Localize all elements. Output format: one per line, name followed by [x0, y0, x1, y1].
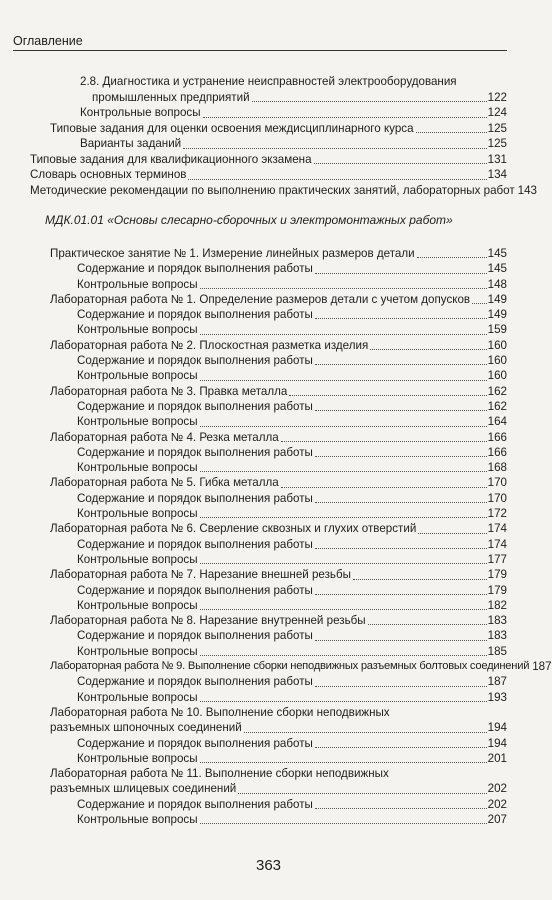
dot-leader [416, 121, 487, 133]
toc-entry-title: Контрольные вопросы [77, 461, 198, 475]
toc-entry [0, 136, 537, 152]
toc-entry-title: Содержание и порядок выполнения работы [77, 736, 313, 750]
toc-entry [0, 552, 537, 567]
toc-entry [0, 690, 537, 705]
dot-leader [370, 338, 486, 350]
toc-entry-title: Контрольные вопросы [77, 552, 198, 566]
toc-entry [0, 475, 537, 490]
dot-leader [200, 277, 487, 289]
toc-entry-title: Содержание и порядок выполнения работы [77, 797, 313, 811]
toc-entry-page: 179 [487, 583, 507, 597]
dot-leader [200, 644, 487, 656]
dot-leader [200, 460, 487, 472]
dot-leader [281, 430, 487, 442]
toc-entry-page: 166 [487, 445, 507, 459]
toc-entry-title: Содержание и порядок выполнения работы [77, 675, 313, 689]
toc-entry [0, 384, 537, 399]
toc-entry-title: Содержание и порядок выполнения работы [77, 537, 313, 551]
toc-entry-title: Методические рекомендации по выполнению практических занятий, лабораторных работ [30, 183, 515, 197]
toc-entry [0, 674, 537, 689]
toc-entry [0, 613, 537, 628]
toc-entry [0, 121, 537, 137]
toc-entry-page: 149 [487, 308, 507, 322]
toc-entry-title: Контрольные вопросы [77, 277, 198, 291]
toc-entry-title: Контрольные вопросы [77, 812, 198, 826]
toc-entry [0, 445, 537, 460]
toc-entry [0, 105, 537, 121]
toc-entry-page: 182 [487, 598, 507, 612]
toc-entry [0, 167, 537, 183]
toc-entry-title: Содержание и порядок выполнения работы [77, 399, 313, 413]
toc-entry [0, 644, 537, 659]
dot-leader [315, 736, 487, 748]
toc-entry-page: 202 [487, 782, 507, 796]
toc-entry-title: Контрольные вопросы [77, 369, 198, 383]
toc-entry [0, 781, 537, 796]
toc-entry [0, 583, 537, 598]
dot-leader [289, 384, 486, 396]
toc-entry-page: 145 [487, 247, 507, 260]
toc-entry-page: 201 [487, 751, 507, 765]
toc-entry-title: Контрольные вопросы [80, 106, 201, 119]
toc-entry [0, 74, 537, 90]
toc-entry [0, 261, 537, 276]
header-title: Оглавление [13, 34, 83, 48]
toc-entry-title: Лабораторная работа № 1. Определение размеров детали с учетом допусков [50, 292, 471, 306]
dot-leader [200, 812, 487, 824]
dot-leader [315, 583, 487, 595]
dot-leader [200, 415, 487, 427]
toc-entry-page: 187 [487, 675, 507, 689]
toc-entry-page: 149 [487, 292, 507, 306]
running-header [13, 34, 507, 51]
toc-entry [0, 460, 537, 475]
dot-leader [315, 629, 487, 641]
toc-entry [0, 537, 537, 552]
toc-entry-page: 162 [487, 399, 507, 413]
dot-leader [244, 721, 487, 733]
toc-entry-page: 159 [487, 323, 507, 337]
toc-entry-title: Словарь основных терминов [30, 168, 187, 181]
toc-entry-page: 125 [487, 121, 507, 135]
dot-leader [200, 506, 487, 518]
toc-entry-page: 148 [487, 277, 507, 291]
dot-leader [315, 307, 487, 319]
dot-leader [200, 598, 487, 610]
toc-entry-title: разъемных шлицевых соединений [50, 782, 237, 796]
toc-entry-page: 166 [487, 430, 507, 444]
toc-entry-page: 164 [487, 415, 507, 429]
toc-entry [0, 414, 537, 429]
toc-entry-title: Контрольные вопросы [77, 415, 198, 429]
toc-entry-page: 207 [487, 812, 507, 826]
dot-leader [203, 106, 487, 118]
dot-leader [200, 690, 487, 702]
toc-entry [0, 399, 537, 414]
toc-entry-title: Лабораторная работа № 8. Нарезание внутренней резьбы [50, 614, 366, 628]
toc-entry-page: 162 [487, 384, 507, 398]
toc-entry-title: Содержание и порядок выполнения работы [77, 583, 313, 597]
toc-entry-title: Содержание и порядок выполнения работы [77, 629, 313, 643]
toc-entry-title: 2.8. Диагностика и устранение неисправностей электрооборудования [80, 75, 457, 88]
toc-entry [0, 766, 537, 781]
dot-leader [314, 152, 487, 164]
toc-entry-title: Лабораторная работа № 10. Выполнение сборки неподвижных [50, 705, 390, 719]
toc-entry [0, 628, 537, 643]
toc-entry-page: 170 [487, 476, 507, 490]
toc-entry [0, 751, 537, 766]
toc-entry-title: Типовые задания для квалификационного экзамена [30, 152, 312, 166]
toc-top-list [0, 74, 537, 198]
toc-entry-page: 160 [487, 369, 507, 383]
toc-entry-page: 145 [487, 262, 507, 276]
toc-entry-title: Контрольные вопросы [77, 751, 198, 765]
toc-entry-page: 170 [487, 491, 507, 505]
toc-entry-title: Лабораторная работа № 4. Резка металла [50, 430, 279, 444]
dot-leader [183, 137, 487, 149]
toc-entry-page: 160 [487, 354, 507, 368]
toc-entry-page: 185 [487, 644, 507, 658]
toc-entry-title: Контрольные вопросы [77, 323, 198, 337]
toc-entry-page: 174 [487, 522, 507, 536]
toc-entry-page: 134 [487, 168, 507, 181]
toc-entry-page: 168 [487, 461, 507, 475]
toc-entry [0, 812, 537, 827]
toc-entry [0, 659, 552, 674]
dot-leader [200, 751, 487, 763]
toc-entry [0, 353, 537, 368]
toc-entry [0, 720, 537, 735]
toc-entry-title: промышленных предприятий [92, 90, 250, 104]
toc-entry-page: 202 [487, 797, 507, 811]
dot-leader [252, 90, 487, 102]
toc-entry-title: Лабораторная работа № 11. Выполнение сборки неподвижных [50, 767, 389, 781]
toc-entry [0, 368, 537, 383]
toc-entry [0, 322, 537, 337]
toc-entry-page: 194 [487, 736, 507, 750]
toc-entry [0, 736, 537, 751]
dot-leader [315, 262, 487, 274]
dot-leader [353, 568, 487, 580]
toc-entry-page: 124 [487, 106, 507, 119]
toc-entry [0, 292, 537, 307]
dot-leader [200, 369, 487, 381]
dot-leader [188, 168, 486, 180]
toc-entry-title: Лабораторная работа № 5. Гибка металла [50, 476, 279, 490]
toc-entry [0, 183, 537, 199]
toc-entry [0, 277, 537, 292]
dot-leader [368, 613, 487, 625]
dot-leader [238, 782, 486, 794]
dot-leader [418, 522, 486, 534]
toc-entry-title: Содержание и порядок выполнения работы [77, 262, 313, 276]
toc-entry-title: Практическое занятие № 1. Измерение линейных размеров детали [50, 247, 415, 260]
dot-leader [315, 353, 487, 365]
toc-entry-title: Содержание и порядок выполнения работы [77, 491, 313, 505]
toc-entry [0, 430, 537, 445]
toc-entry-page: 187 [532, 660, 552, 674]
toc-entry-page: 131 [487, 152, 507, 166]
dot-leader [281, 476, 487, 488]
toc-entry [0, 705, 537, 720]
toc-entry [0, 506, 537, 521]
toc-entry-title: Лабораторная работа № 7. Нарезание внешней резьбы [50, 568, 351, 582]
toc-entry [0, 521, 537, 536]
toc-entry-page: 160 [487, 338, 507, 352]
toc-entry [0, 152, 537, 168]
toc-entry-title: Лабораторная работа № 6. Сверление сквозных и глухих отверстий [50, 522, 417, 536]
toc-entry-title: Контрольные вопросы [77, 690, 198, 704]
dot-leader [200, 323, 487, 335]
toc-entry-title: Лабораторная работа № 3. Правка металла [50, 384, 288, 398]
dot-leader [417, 246, 487, 258]
toc-entry [0, 567, 537, 582]
toc-entry-page: 125 [487, 137, 507, 150]
toc-entry-page: 179 [487, 568, 507, 582]
dot-leader [315, 491, 487, 503]
toc-entry-page: 177 [487, 552, 507, 566]
toc-entry-title: Содержание и порядок выполнения работы [77, 308, 313, 322]
toc-entry-title: Лабораторная работа № 9. Выполнение сборки неподвижных разъемных болтовых соединений [50, 660, 530, 673]
dot-leader [315, 537, 487, 549]
toc-entry [0, 246, 537, 261]
toc-entry-title: Содержание и порядок выполнения работы [77, 354, 313, 368]
toc-entry [0, 338, 537, 353]
toc-entry-title: Контрольные вопросы [77, 644, 198, 658]
section-title: МДК.01.01 «Основы слесарно-сборочных и электромонтажных работ» [45, 213, 453, 227]
toc-entry-title: разъемных шпоночных соединений [50, 721, 242, 735]
toc-entry-title: Контрольные вопросы [77, 507, 198, 521]
toc-entry [0, 598, 537, 613]
toc-entry-title: Контрольные вопросы [77, 598, 198, 612]
dot-leader [315, 675, 487, 687]
dot-leader [315, 445, 487, 457]
dot-leader [315, 399, 487, 411]
toc-entry-title: Содержание и порядок выполнения работы [77, 445, 313, 459]
toc-entry [0, 491, 537, 506]
toc-entry-page: 122 [487, 90, 507, 104]
toc-entry-page: 172 [487, 507, 507, 521]
toc-entry-page: 143 [517, 183, 537, 197]
toc-entry-page: 193 [487, 690, 507, 704]
toc-entry-page: 183 [487, 614, 507, 628]
toc-main-list [0, 246, 552, 827]
toc-entry-title: Лабораторная работа № 2. Плоскостная разметка изделия [50, 338, 369, 352]
toc-entry [0, 797, 537, 812]
toc-entry-page: 194 [487, 721, 507, 735]
toc-entry-title: Типовые задания для оценки освоения междисциплинарного курса [50, 121, 414, 135]
toc-entry-page: 183 [487, 629, 507, 643]
dot-leader [315, 797, 487, 809]
toc-entry [0, 307, 537, 322]
dot-leader [472, 292, 487, 304]
toc-entry-page: 174 [487, 537, 507, 551]
toc-entry-title: Варианты заданий [80, 137, 182, 150]
dot-leader [200, 552, 487, 564]
toc-entry [0, 90, 537, 106]
page-number: 363 [255, 857, 282, 874]
